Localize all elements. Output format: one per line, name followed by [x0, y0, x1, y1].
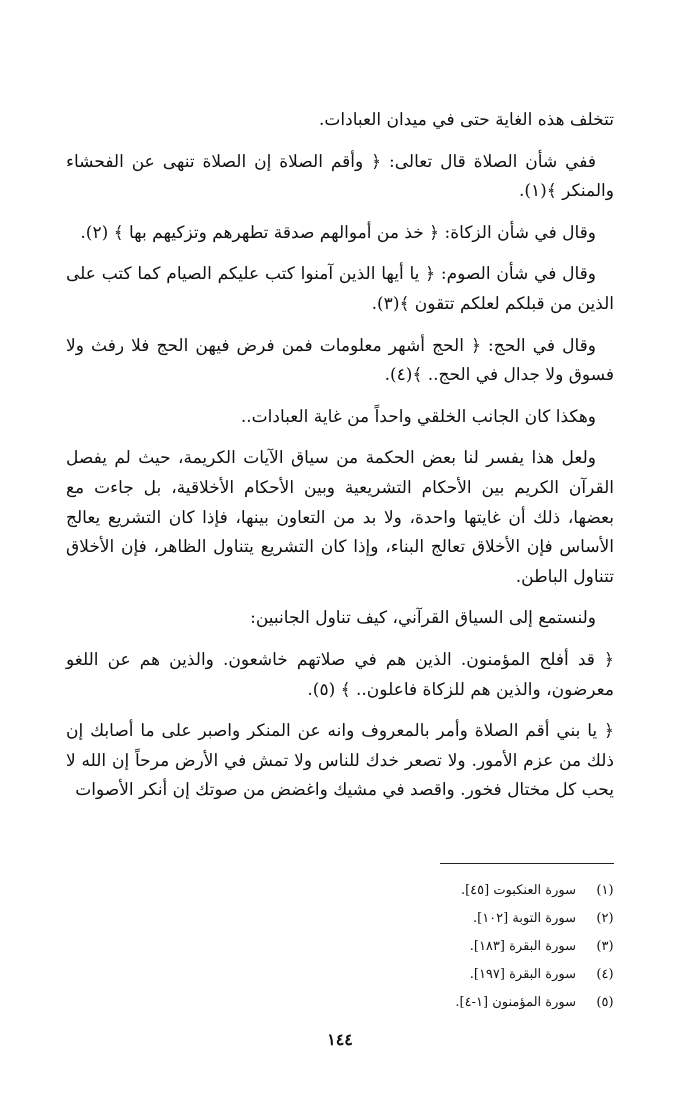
- footnote: [340, 933, 616, 961]
- footnote-text: سورة البقرة [١٩٧].: [469, 967, 576, 982]
- footnote-number: (٣): [596, 939, 614, 954]
- footnote-number: (١): [596, 883, 614, 898]
- footnote: [340, 989, 616, 1017]
- footnote-text: سورة المؤمنون [١-٤].: [455, 995, 576, 1010]
- paragraph: ولعل هذا يفسر لنا بعض الحكمة من سياق الآيات الكريمة، حيث لم يفصل القرآن الكريم بين الأحكام التشريعية وبين الأحكام الأخلاقية، بل جاءت مع بعضها، ذلك أن غايتها واحدة، ولا بد من التعاون بينها، فإذا كان التشريع يعالج الأساس فإن الأخلاق تعالج البناء، وإذا كان التشريع يتناول الظاهر، فإن الأخلاق تتناول الباطن.: [66, 448, 614, 587]
- paragraph: وهكذا كان الجانب الخلقي واحداً من غاية العبادات..: [240, 406, 596, 427]
- paragraph: ﴿ يا بني أقم الصلاة وأمر بالمعروف وانه عن المنكر واصبر على ما أصابك إن ذلك من عزم الأمور. ولا تصعر خدك للناس ولا تمش في الأرض مرحاً إن الله لا يحب كل مختال فخور. واقصد في مشيك واغضض من صوتك إن أنكر الأصوات: [66, 721, 614, 801]
- footnote-divider: [440, 863, 614, 864]
- paragraph: ولنستمع إلى السياق القرآني، كيف تناول الجانبين:: [250, 608, 596, 629]
- main-text: [66, 106, 614, 818]
- page-number: ١٤٤: [327, 1030, 353, 1049]
- footnote: [340, 877, 616, 905]
- footnote: [340, 905, 616, 933]
- footnote-text: سورة التوبة [١٠٢].: [472, 911, 576, 926]
- paragraph: وقال في الحج: ﴿ الحج أشهر معلومات فمن فرض فيهن الحج فلا رفث ولا فسوق ولا جدال في الحج.. ﴾(٤).: [66, 335, 614, 386]
- footnote-number: (٥): [596, 995, 614, 1010]
- footnote-text: سورة العنكبوت [٤٥].: [460, 883, 576, 898]
- footnote-number: (٤): [596, 967, 614, 982]
- footnote: [340, 961, 616, 989]
- paragraph: ففي شأن الصلاة قال تعالى: ﴿ وأقم الصلاة إن الصلاة تنهى عن الفحشاء والمنكر ﴾(١).: [66, 151, 614, 202]
- paragraph: وقال في شأن الزكاة: ﴿ خذ من أموالهم صدقة تطهرهم وتزكيهم بها ﴾ (٢).: [80, 222, 596, 243]
- footnotes-list: [340, 877, 616, 1017]
- paragraph: تتخلف هذه الغاية حتى في ميدان العبادات.: [319, 110, 614, 130]
- footnote-number: (٢): [596, 911, 614, 926]
- paragraph: وقال في شأن الصوم: ﴿ يا أيها الذين آمنوا كتب عليكم الصيام كما كتب على الذين من قبلكم لعلكم تتقون ﴾(٣).: [66, 264, 614, 314]
- paragraph: ﴿ قد أفلح المؤمنون. الذين هم في صلاتهم خاشعون. والذين هم عن اللغو معرضون، والذين هم للزكاة فاعلون.. ﴾ (٥).: [66, 649, 614, 700]
- footnote-text: سورة البقرة [١٨٣].: [469, 939, 576, 954]
